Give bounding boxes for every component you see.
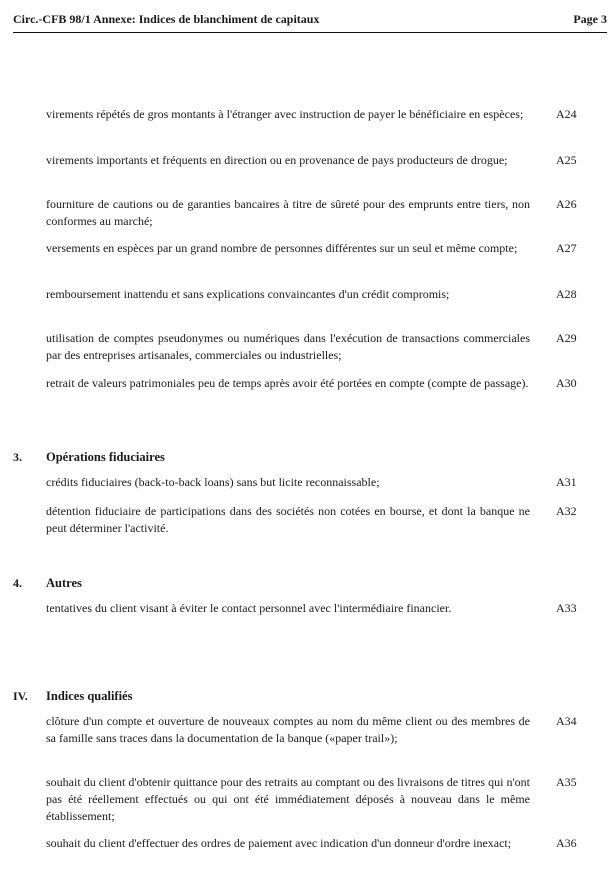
indicator-text-a35: souhait du client d'obtenir quittance pour des retraits au comptant ou des livraisons de titres qui n'ont pas été réellement effectués ou qui ont été immédiatement déposés à nouveau dans le même établissement; [46,775,530,823]
indicator-text-a36: souhait du client d'effectuer des ordres de paiement avec indication d'un donneur d'ordre inexact; [46,836,512,850]
indicator-code-a36: A36 [556,836,577,850]
indicator-text-a24: virements répétés de gros montants à l'étranger avec instruction de payer le bénéficiaire en espèces; [46,107,524,121]
indicator-code-a29: A29 [556,331,577,345]
indicator-code-a35: A35 [556,775,577,789]
indicator-code-a28: A28 [556,287,577,301]
document-title: Circ.-CFB 98/1 Annexe: Indices de blanchiment de capitaux [13,12,320,26]
page-number: Page 3 [573,12,607,26]
indicator-text-a25: virements importants et fréquents en direction ou en provenance de pays producteurs de drogue; [46,153,508,167]
indicator-text-a29: utilisation de comptes pseudonymes ou numériques dans l'exécution de transactions commerciales par des entreprises artisanales, commerciales ou industrielles; [46,331,530,362]
indicator-code-a25: A25 [556,153,577,167]
section-3-number: 3. [13,450,22,464]
section-4-number: 4. [13,576,22,590]
indicator-code-a32: A32 [556,504,577,518]
indicator-text-a34: clôture d'un compte et ouverture de nouveaux comptes au nom du même client ou des membres de sa famille sans traces dans la documentation de la banque («paper trail»); [46,714,530,745]
indicator-text-a27: versements en espèces par un grand nombre de personnes différentes sur un seul et même compte; [46,241,518,255]
section-4-title: Autres [46,576,82,590]
indicator-code-a31: A31 [556,475,577,489]
section-iv-number: IV. [13,689,28,703]
indicator-text-a32: détention fiduciaire de participations dans des sociétés non cotées en bourse, et dont la banque ne peut déterminer l'activité. [46,504,530,535]
indicator-code-a24: A24 [556,107,577,121]
section-3-title: Opérations fiduciaires [46,450,165,464]
indicator-text-a28: remboursement inattendu et sans explications convaincantes d'un crédit compromis; [46,287,450,301]
indicator-code-a34: A34 [556,714,577,728]
indicator-text-a31: crédits fiduciaires (back-to-back loans) sans but licite reconnaissable; [46,475,380,489]
page-header [13,10,607,33]
indicator-text-a33: tentatives du client visant à éviter le contact personnel avec l'intermédiaire financier. [46,601,452,615]
section-iv-title: Indices qualifiés [46,689,133,703]
indicator-text-a26: fourniture de cautions ou de garanties bancaires à titre de sûreté pour des emprunts entre tiers, non conformes au marché; [46,197,530,228]
indicator-code-a26: A26 [556,197,577,211]
indicator-text-a30: retrait de valeurs patrimoniales peu de temps après avoir été portées en compte (compte de passage). [46,376,529,390]
indicator-code-a33: A33 [556,601,577,615]
indicator-code-a27: A27 [556,241,577,255]
indicator-code-a30: A30 [556,376,577,390]
